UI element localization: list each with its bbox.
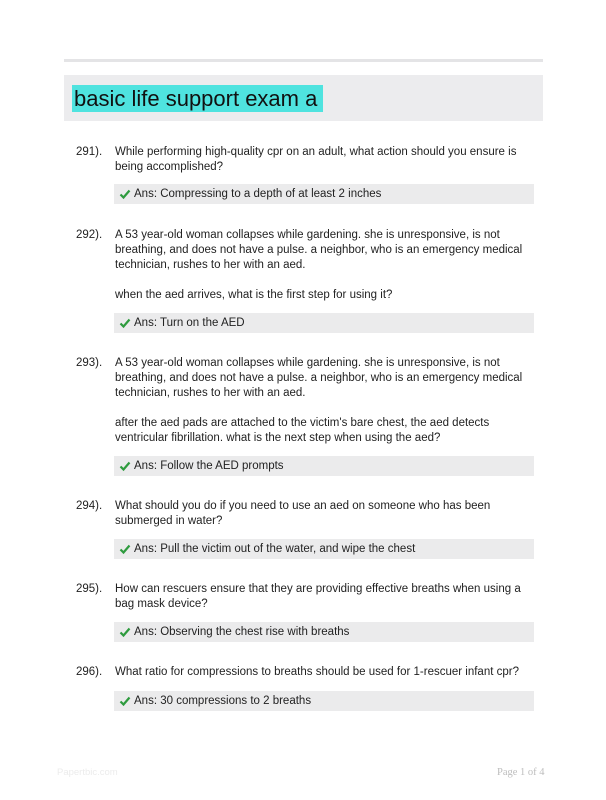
question-text <box>115 145 530 175</box>
answer-text: Ans: Compressing to a depth of at least 2 inches <box>134 188 382 200</box>
question-paragraph: A 53 year-old woman collapses while gardening. she is unresponsive, is not breathing, and does not have a pulse. a neighbor, who is an emergency medical technician, rushes to her with an aed. <box>115 229 523 271</box>
question-text <box>115 582 530 612</box>
question-paragraph: after the aed pads are attached to the victim's bare chest, the aed detects ventricular fibrillation. what is the next step when using the aed? <box>115 417 490 444</box>
question-paragraph: A 53 year-old woman collapses while gardening. she is unresponsive, is not breathing, and does not have a pulse. a neighbor, who is an emergency medical technician, rushes to her with an aed. <box>115 357 523 399</box>
question-paragraph: when the aed arrives, what is the first step for using it? <box>115 289 393 301</box>
answer-text: Ans: Pull the victim out of the water, and wipe the chest <box>134 543 416 555</box>
question-paragraph: While performing high-quality cpr on an adult, what action should you ensure is being accomplished? <box>115 146 517 173</box>
question-number: 295). <box>76 583 103 595</box>
question-number: 291). <box>76 146 103 158</box>
answer-bar <box>114 313 534 333</box>
page-title: basic life support exam a <box>72 85 323 112</box>
answer-bar <box>114 691 534 711</box>
question-text <box>115 356 530 446</box>
check-icon <box>119 626 131 638</box>
question-text <box>115 228 530 303</box>
check-icon <box>119 317 131 329</box>
question-number: 294). <box>76 500 103 512</box>
question-text <box>115 665 530 680</box>
answer-text: Ans: Turn on the AED <box>134 317 245 329</box>
answer-bar <box>114 456 534 476</box>
check-icon <box>119 695 131 707</box>
question-number: 292). <box>76 229 103 241</box>
question-paragraph: How can rescuers ensure that they are providing effective breaths when using a bag mask device? <box>115 583 521 610</box>
check-icon <box>119 188 131 200</box>
question-paragraph: What should you do if you need to use an aed on someone who has been submerged in water? <box>115 500 491 527</box>
page-number: Page 1 of 4 <box>497 767 545 778</box>
footer-site-watermark: Papertbic.com <box>57 767 118 778</box>
question-number: 293). <box>76 357 103 369</box>
answer-bar <box>114 539 534 559</box>
question-text <box>115 499 530 529</box>
answer-bar <box>114 622 534 642</box>
answer-bar <box>114 184 534 204</box>
check-icon <box>119 460 131 472</box>
title-block <box>64 75 543 121</box>
question-paragraph: What ratio for compressions to breaths should be used for 1-rescuer infant cpr? <box>115 666 519 678</box>
question-number: 296). <box>76 666 103 678</box>
answer-text: Ans: Observing the chest rise with breaths <box>134 626 350 638</box>
answer-text: Ans: Follow the AED prompts <box>134 460 284 472</box>
top-divider <box>64 59 543 62</box>
check-icon <box>119 543 131 555</box>
answer-text: Ans: 30 compressions to 2 breaths <box>134 695 312 707</box>
